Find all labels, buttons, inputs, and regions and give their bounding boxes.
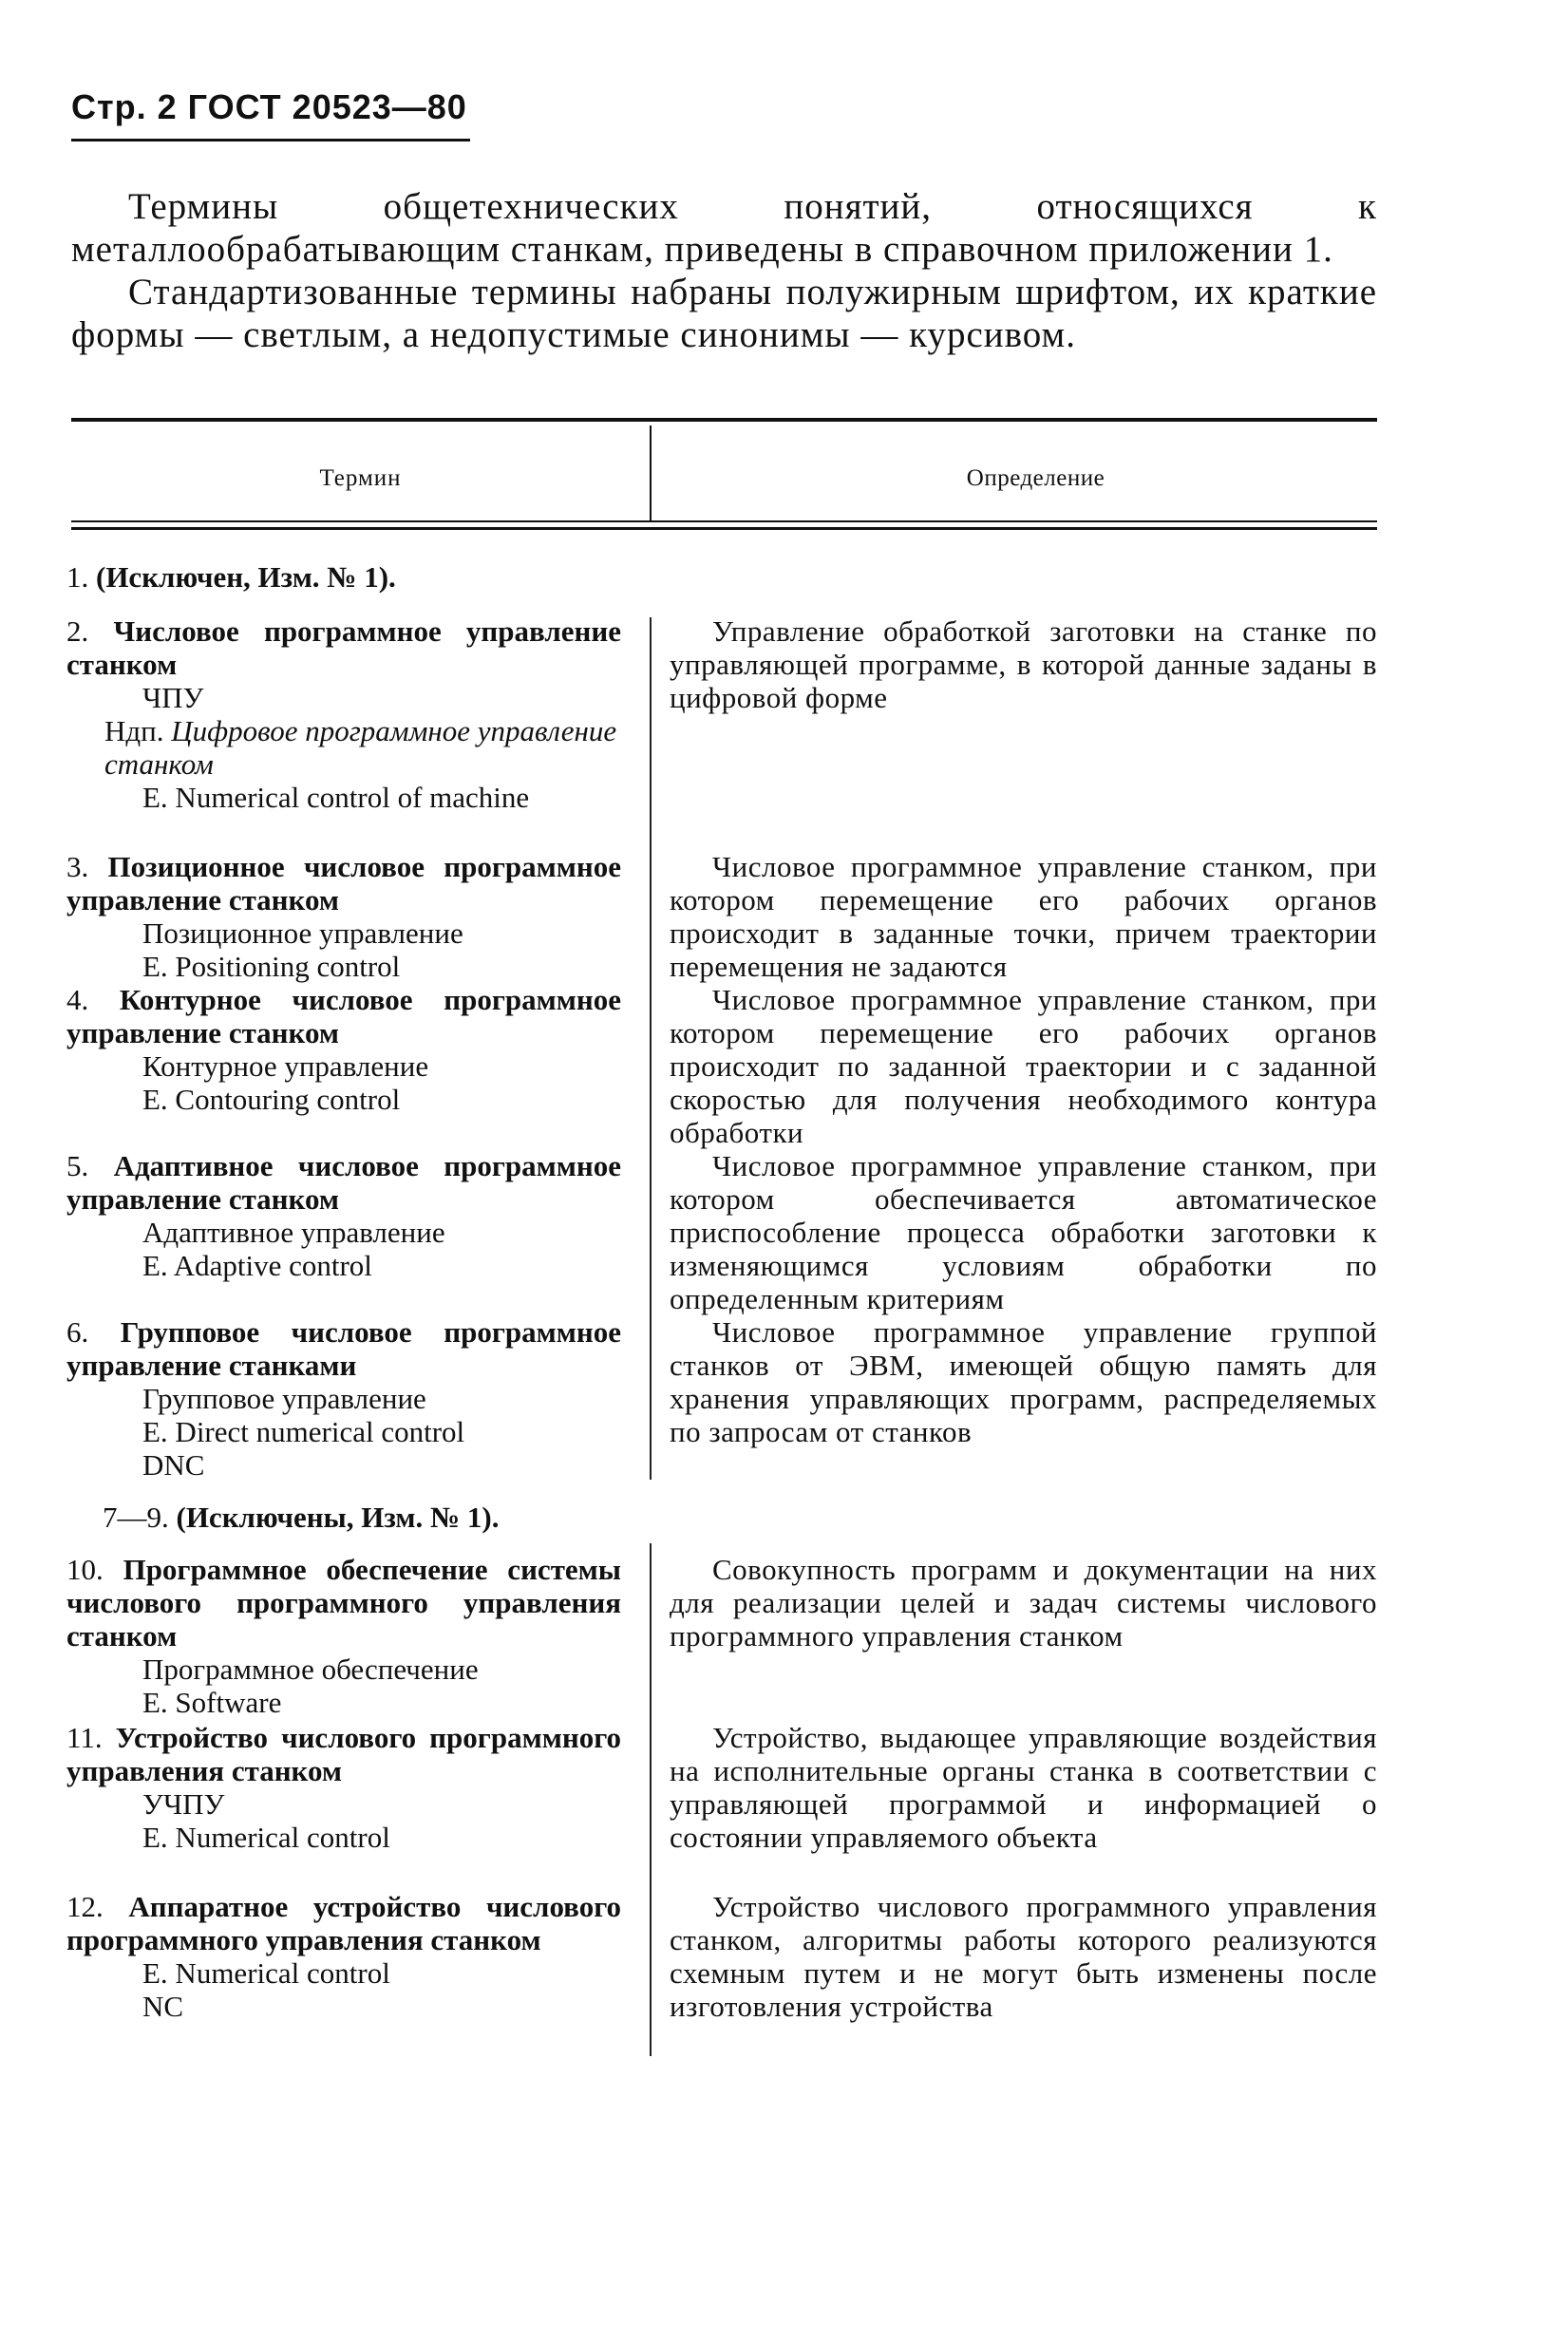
- definition-entry: Числовое программное управление станком, при котором обеспечивается автоматическое приспособление процесса обработки заготовки к изменяющимся условиям обработки по определенным критериям: [670, 1149, 1377, 1315]
- term-name: 5. Адаптивное числовое программное управление станком: [66, 1149, 621, 1216]
- term-short-form: Групповое управление: [142, 1382, 426, 1415]
- excluded-note: (Исключены, Изм. № 1).: [176, 1501, 500, 1534]
- term-short-form: Адаптивное управление: [142, 1216, 445, 1249]
- definition-entry: Управление обработкой заготовки на станке по управляющей программе, в которой данные заданы в цифровой форме: [670, 614, 1377, 714]
- term-english: E. Adaptive control: [142, 1249, 372, 1282]
- page-header: [71, 87, 470, 142]
- term-entry: [66, 1721, 621, 1854]
- term-abbreviation: DNC: [142, 1448, 205, 1482]
- intro-paragraph-1: Термины общетехнических понятий, относящихся к металлообрабатывающим станкам, приведены в справочном приложении 1.: [71, 186, 1377, 270]
- header-underline: [71, 139, 470, 142]
- term-entry: [66, 1315, 621, 1482]
- term-english: E. Numerical control: [142, 1956, 390, 1990]
- term-entry: [66, 850, 621, 983]
- definition-entry: Устройство, выдающее управляющие воздействия на исполнительные органы станка в соответствии с управляющей программой и информацией о состоянии управляемого объекта: [670, 1721, 1377, 1854]
- term-name: 2. Числовое программное управление станком: [66, 614, 622, 681]
- term-name: 6. Групповое числовое программное управление станками: [66, 1315, 621, 1382]
- table-top-rule: [71, 418, 1377, 422]
- term-name: 11. Устройство числового программного управления станком: [66, 1721, 622, 1787]
- term-entry: [66, 1149, 621, 1282]
- intro-paragraph-2: Стандартизованные термины набраны полужирным шрифтом, их краткие формы — светлым, а недопустимые синонимы — курсивом.: [71, 272, 1377, 355]
- term-entry: [66, 614, 621, 814]
- term-entry: [66, 1890, 621, 2023]
- term-entry: 1. (Исключен, Изм. № 1).: [66, 560, 396, 594]
- excluded-note: (Исключен, Изм. № 1).: [96, 560, 396, 594]
- term-name: 3. Позиционное числовое программное управление станком: [66, 850, 622, 916]
- table-header-rule: [71, 520, 1377, 522]
- term-english: E. Positioning control: [142, 950, 401, 983]
- term-short-form: Контурное управление: [142, 1049, 429, 1083]
- term-entry: [66, 983, 621, 1116]
- column-header-definition: Определение: [966, 465, 1105, 491]
- column-divider: [650, 617, 652, 1480]
- term-english: E. Numerical control of machine: [142, 781, 530, 814]
- definition-entry: Числовое программное управление станком, при котором перемещение его рабочих органов происходит в заданные точки, причем траектории перемещения не задаются: [670, 850, 1377, 983]
- definition-entry: Устройство числового программного управления станком, алгоритмы работы которого реализуются схемным путем и не могут быть изменены после изготовления устройства: [670, 1890, 1377, 2023]
- term-short-form: УЧПУ: [142, 1787, 225, 1821]
- term-entry: [66, 1553, 621, 1719]
- term-english: E. Numerical control: [142, 1821, 390, 1854]
- term-english: E. Contouring control: [142, 1083, 401, 1116]
- definition-entry: Числовое программное управление станком, при котором перемещение его рабочих органов происходит по заданной траектории и с заданной скоростью для получения необходимого контура обработки: [670, 983, 1377, 1149]
- term-english: E. Direct numerical control: [142, 1415, 465, 1448]
- term-short-form: Программное обеспечение: [142, 1653, 479, 1686]
- term-english: E. Software: [142, 1686, 282, 1719]
- term-short-form: Позиционное управление: [142, 916, 463, 950]
- term-forbidden-synonym: Ндп. Цифровое программное управление станком: [104, 714, 617, 781]
- term-short-form: ЧПУ: [142, 681, 204, 714]
- term-abbreviation: NC: [142, 1990, 184, 2023]
- term-name: 4. Контурное числовое программное управление станком: [66, 983, 622, 1049]
- term-name: 12. Аппаратное устройство числового программного управления станком: [66, 1890, 622, 1956]
- page-number-and-standard: Стр. 2 ГОСТ 20523—80: [71, 87, 467, 126]
- column-header-term: Термин: [319, 465, 402, 491]
- column-divider: [650, 1543, 652, 2056]
- intro-text: [71, 185, 1377, 356]
- table-header-rule-double: [71, 527, 1377, 530]
- term-entry: 7—9. (Исключены, Изм. № 1).: [103, 1501, 500, 1534]
- definition-entry: Числовое программное управление группой станков от ЭВМ, имеющей общую память для хранения управляющих программ, распределяемых по запросам от станков: [670, 1315, 1377, 1448]
- definition-entry: Совокупность программ и документации на них для реализации целей и задач системы числового программного управления станком: [670, 1553, 1377, 1653]
- term-name: 10. Программное обеспечение системы числового программного управления станком: [66, 1553, 621, 1653]
